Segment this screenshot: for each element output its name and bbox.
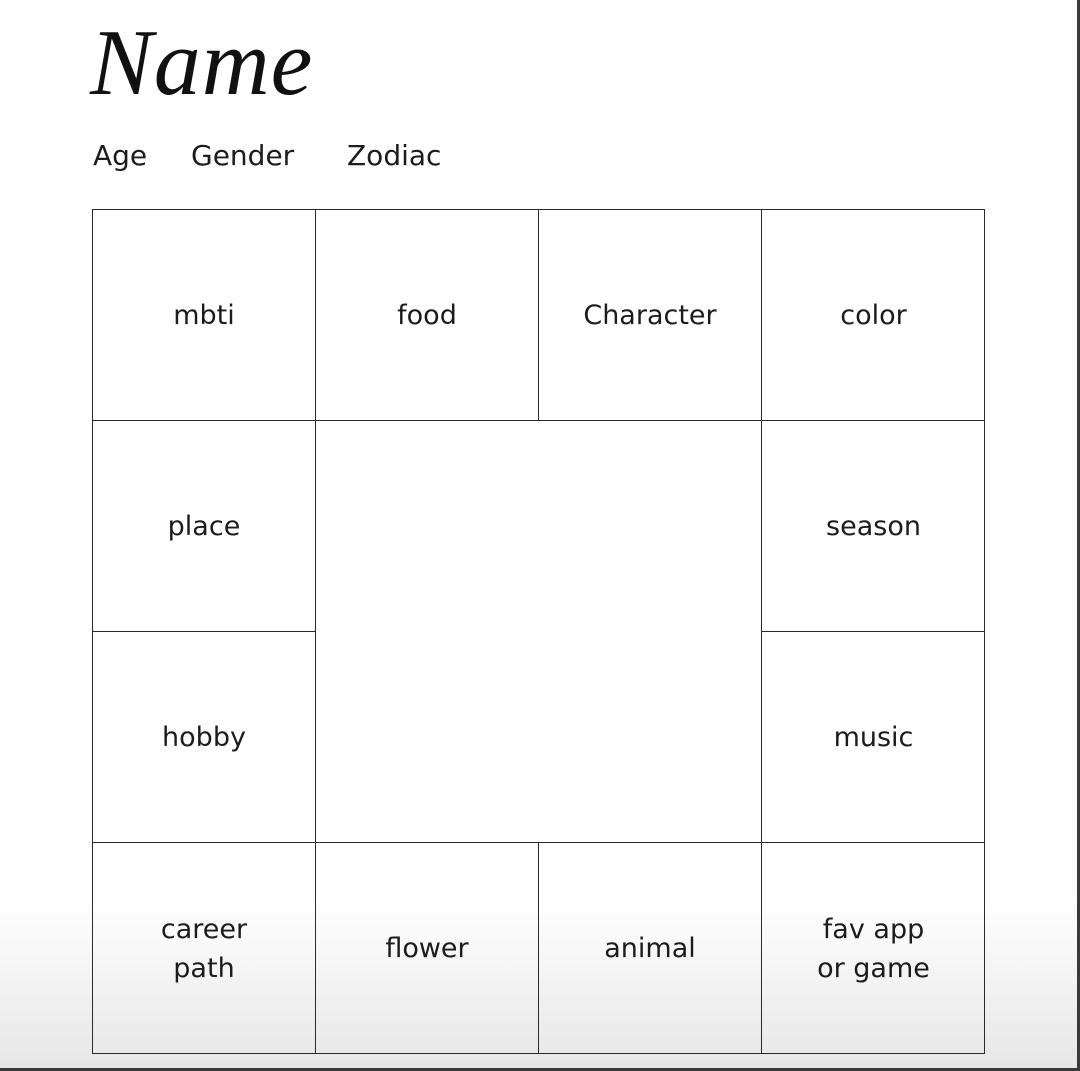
cell-label: Character [583,299,717,331]
cell-color [761,209,985,420]
page-title: Name [90,11,314,115]
center-photo-area [315,420,761,842]
cell-animal [538,842,761,1054]
zodiac-label: Zodiac [347,139,442,172]
cell-character [538,209,761,420]
cell-label: animal [604,933,696,964]
cell-mbti [92,209,315,420]
cell-career-path [92,842,315,1054]
cell-label: season [826,510,921,542]
cell-hobby [92,631,315,842]
cell-label: place [167,510,241,542]
cell-label: hobby [162,721,246,753]
cell-label: color [840,299,907,331]
cell-flower [315,842,538,1054]
age-label: Age [93,139,148,172]
cell-season [761,420,985,631]
cell-place [92,420,315,631]
cell-label: music [833,721,914,753]
gender-label: Gender [191,139,295,172]
cell-label: career path [160,913,248,984]
cell-label: flower [385,933,469,964]
profile-grid [92,209,985,1054]
cell-fav-app-or-game [761,842,985,1054]
cell-label: food [397,299,457,331]
cell-food [315,209,538,420]
cell-label: fav app or game [817,913,930,984]
cell-music [761,631,985,842]
cell-label: mbti [173,299,235,331]
